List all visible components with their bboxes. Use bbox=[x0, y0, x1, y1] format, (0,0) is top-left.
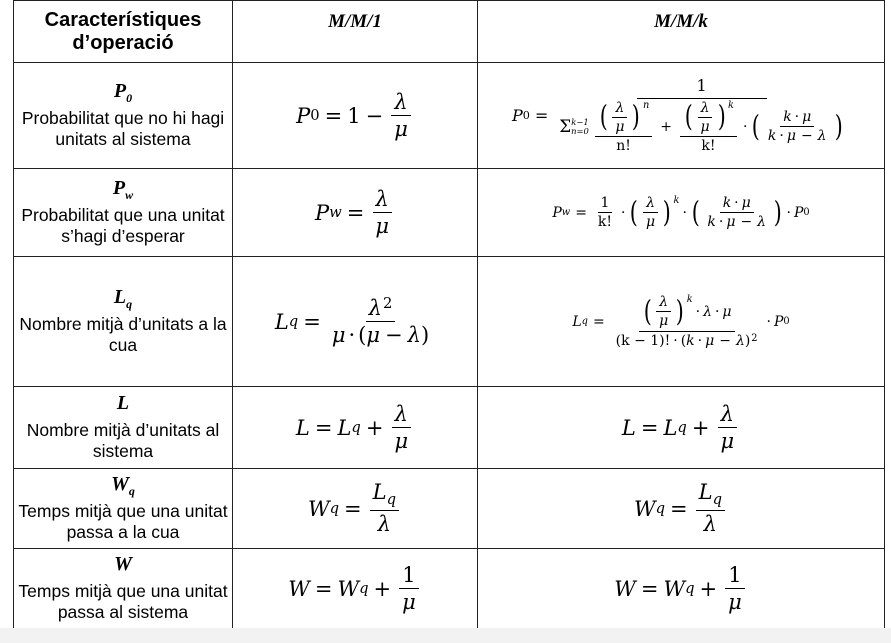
mm1-formula: W = W q + $\frac{1}{\mu}$ bbox=[233, 549, 478, 629]
row-description: Nombre mitjà d’unitats al sistema bbox=[26, 420, 220, 461]
row-symbol: $W_q$ bbox=[111, 473, 135, 498]
row-symbol: $L_q$ bbox=[113, 286, 133, 311]
mm1-formula: P 0 = 1 − $\frac{\lambda}{\mu}$ bbox=[233, 63, 478, 169]
header-characteristics: Característiques d’operació bbox=[14, 1, 233, 63]
mmk-formula: W = W q + $\frac{1}{\mu}$ bbox=[478, 549, 885, 629]
row-symbol: $P_0$ bbox=[113, 80, 133, 105]
mm1-formula: P w = $\frac{\lambda}{\mu}$ bbox=[233, 169, 478, 257]
mmk-formula: P w = $\frac{1}{k!}$ · ( $\frac{\lambda}{\mu}$ ) k · ( $\frac{k \cdot \mu}{k \cdot \mu - \lambda}$ ) · P 0 bbox=[478, 169, 885, 257]
row-description: Temps mitjà que una unitat passa a la cua bbox=[18, 501, 228, 542]
mmk-formula: P 0 = 1 Σ k−1 n=0 ( $\frac{\lambda}{\mu}$ ) n n! + ( $\frac{\lambda}{\mu}$ ) k k! · ( $\frac{k \cdot \mu}{k \cdot \mu - \lambda}$ ) bbox=[478, 63, 885, 169]
queue-formulas-table bbox=[13, 0, 885, 629]
mm1-formula: L = L q + $\frac{\lambda}{\mu}$ bbox=[233, 387, 478, 469]
row-description: Temps mitjà que una unitat passa al sistema bbox=[18, 581, 228, 622]
header-mm1: M/M/1 bbox=[233, 1, 478, 63]
mmk-formula: L = L q + $\frac{\lambda}{\mu}$ bbox=[478, 387, 885, 469]
characteristic-cell bbox=[14, 63, 233, 169]
row-symbol: $P_w$ bbox=[112, 177, 134, 202]
table-row bbox=[14, 469, 885, 549]
mmk-formula: W q = $\frac{L_q}{\lambda}$ bbox=[478, 469, 885, 549]
characteristic-cell bbox=[14, 257, 233, 387]
table-row bbox=[14, 387, 885, 469]
table-row bbox=[14, 169, 885, 257]
header-mmk: M/M/k bbox=[478, 1, 885, 63]
row-description: Probabilitat que no hi hagi unitats al sistema bbox=[21, 108, 225, 149]
table-row bbox=[14, 63, 885, 169]
characteristic-cell bbox=[14, 169, 233, 257]
characteristic-cell bbox=[14, 549, 233, 629]
bottom-strip bbox=[0, 628, 891, 643]
mm1-formula: L q = λ 2 μ · (μ − λ) bbox=[233, 257, 478, 387]
row-symbol: L bbox=[116, 392, 130, 414]
table-row bbox=[14, 257, 885, 387]
characteristic-cell bbox=[14, 469, 233, 549]
characteristic-cell bbox=[14, 387, 233, 469]
table-row bbox=[14, 549, 885, 629]
row-description: Probabilitat que una unitat s’hagi d’esperar bbox=[21, 205, 225, 246]
header-row bbox=[14, 1, 885, 63]
mm1-formula: W q = $\frac{L_q}{\lambda}$ bbox=[233, 469, 478, 549]
row-symbol: W bbox=[114, 553, 132, 575]
row-description: Nombre mitjà d’unitats a la cua bbox=[19, 314, 227, 355]
mmk-formula: L q = ( $\frac{\lambda}{\mu}$ ) k · λ · μ (k − 1)! · ( k · μ − λ ) 2 · P 0 bbox=[478, 257, 885, 387]
